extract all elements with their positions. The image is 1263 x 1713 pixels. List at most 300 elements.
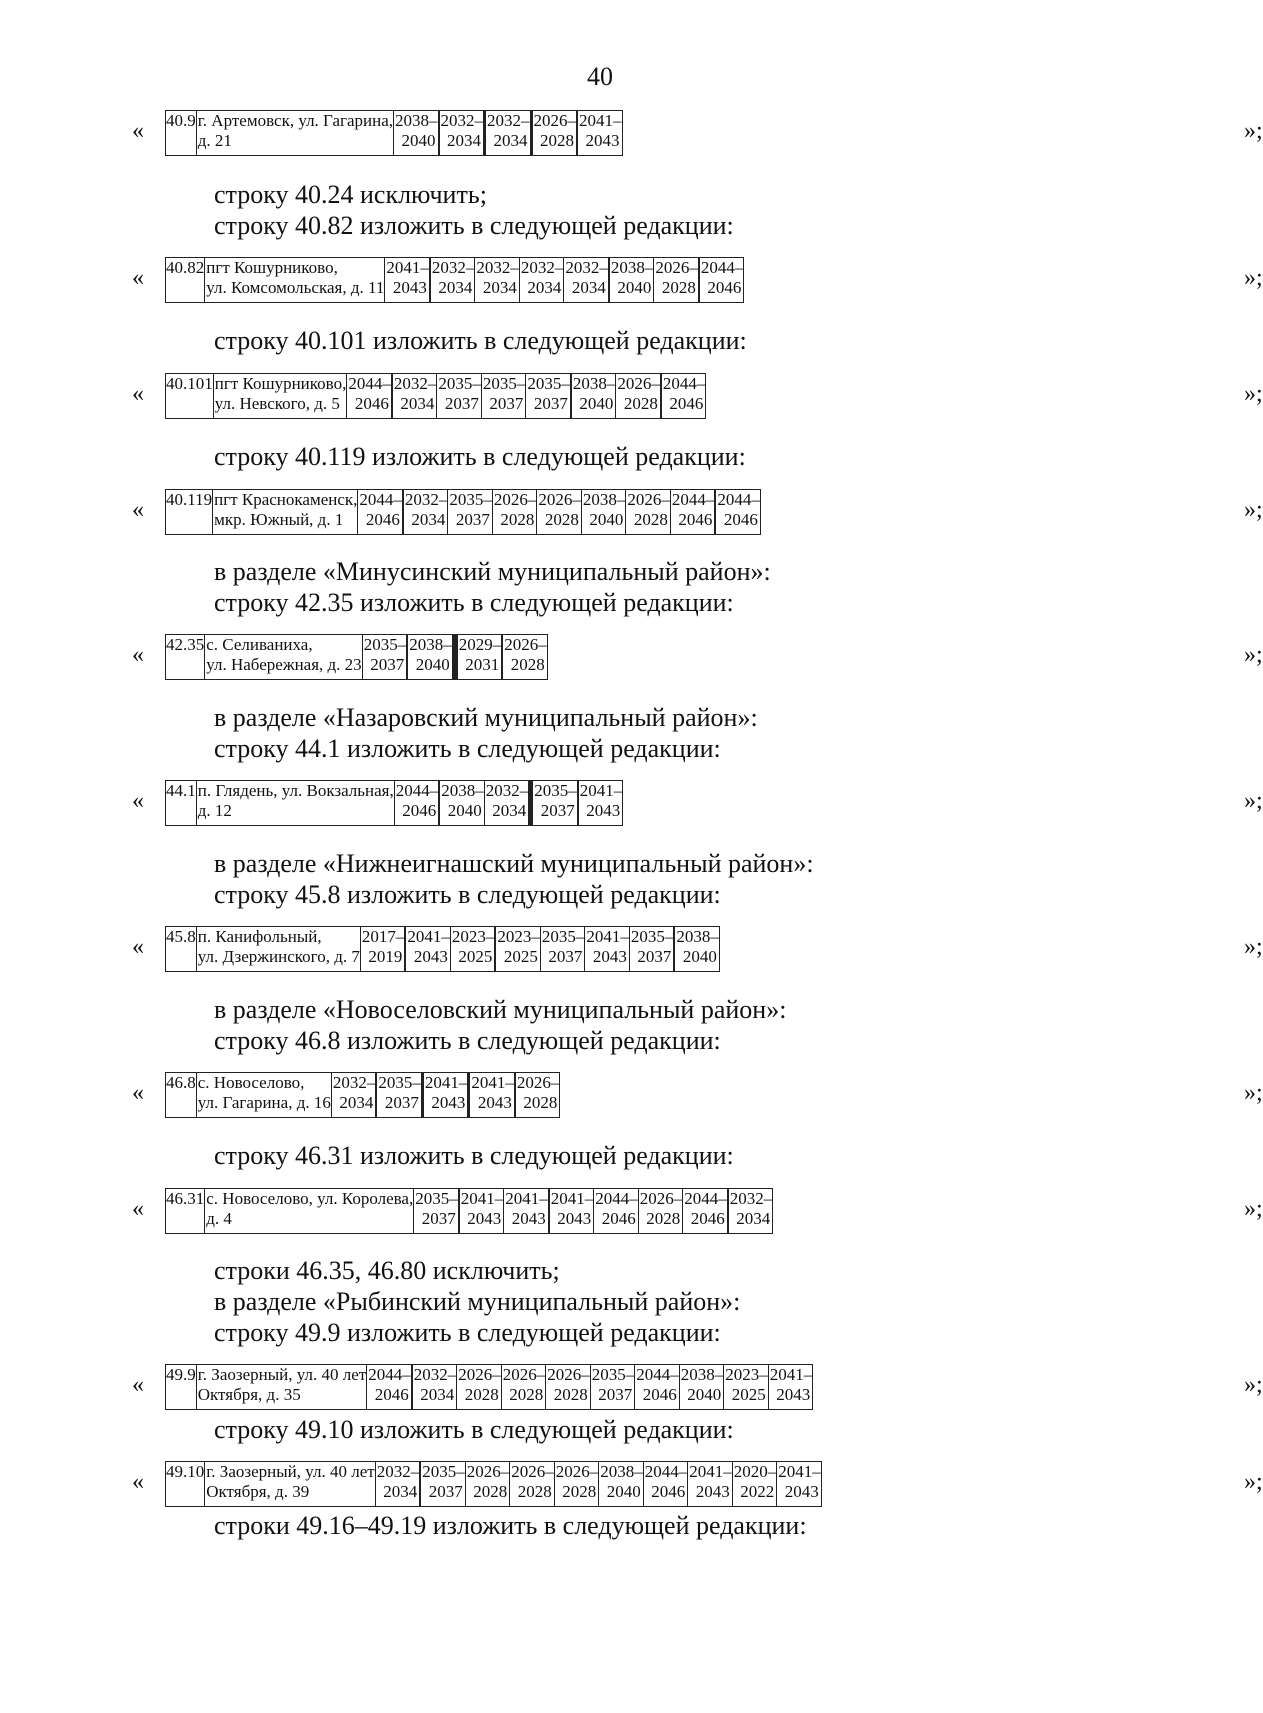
year-range-cell <box>496 927 541 972</box>
close-quote: »; <box>1244 1196 1263 1222</box>
year-range-cell <box>457 635 502 680</box>
year-end: 2028 <box>633 510 668 529</box>
close-quote: »; <box>1244 497 1263 523</box>
year-range-cell <box>392 374 437 419</box>
year-end: 2046 <box>723 510 758 529</box>
year-start: 2032– <box>332 1073 376 1092</box>
year-end: 2046 <box>678 510 713 529</box>
instruction-text: строку 40.101 изложить в следующей редакции: <box>214 326 747 355</box>
instruction-text: строку 46.8 изложить в следующей редакции: <box>214 1026 721 1055</box>
instruction-text: строку 49.10 изложить в следующей редакции: <box>214 1415 734 1444</box>
address-line: ул. Дзержинского, д. 7 <box>197 947 360 966</box>
year-start: 2035– <box>541 927 585 946</box>
instruction-text: строку 49.9 изложить в следующей редакции: <box>214 1318 721 1347</box>
year-range-cell <box>549 1189 594 1234</box>
year-range-cell <box>768 1365 813 1410</box>
year-start: 2026– <box>458 1365 501 1384</box>
year-start: 2035– <box>378 1073 421 1092</box>
year-end: 2025 <box>458 947 493 966</box>
open-quote: « <box>132 1196 144 1222</box>
address-cell <box>213 490 358 535</box>
year-start: 2032– <box>487 111 530 130</box>
year-end: 2046 <box>402 801 437 820</box>
close-quote: »; <box>1244 118 1263 144</box>
year-start: 2041– <box>460 1189 504 1208</box>
year-end: 2028 <box>473 1482 508 1501</box>
year-start: 2041– <box>689 1462 732 1481</box>
year-start: 2044– <box>359 490 402 509</box>
year-start: 2032– <box>440 111 484 130</box>
year-end: 2043 <box>413 947 448 966</box>
year-range-cell <box>688 1462 733 1507</box>
year-end: 2034 <box>492 801 527 820</box>
year-start: 2032– <box>520 258 564 277</box>
year-end: 2025 <box>503 947 538 966</box>
year-end: 2034 <box>482 278 517 297</box>
open-quote: « <box>132 265 144 291</box>
row-number: 46.8 <box>166 1073 197 1118</box>
table-row <box>166 927 720 972</box>
instruction-text: строку 45.8 изложить в следующей редакции: <box>214 880 721 909</box>
year-range-cell <box>385 258 430 303</box>
row-number: 44.1 <box>166 781 197 826</box>
year-start: 2041– <box>579 781 623 800</box>
year-end: 2019 <box>368 947 403 966</box>
year-start: 2035– <box>630 927 674 946</box>
year-start: 2032– <box>485 781 529 800</box>
year-range-cell <box>590 1365 635 1410</box>
year-end: 2040 <box>682 947 717 966</box>
year-end: 2046 <box>642 1385 677 1404</box>
year-end: 2037 <box>444 394 479 413</box>
year-range-cell <box>519 258 564 303</box>
row-table <box>165 1072 560 1118</box>
row-table <box>165 257 744 303</box>
address-line: д. 4 <box>206 1209 232 1228</box>
year-range-cell <box>501 1365 546 1410</box>
year-end: 2034 <box>736 1209 771 1228</box>
year-start: 2035– <box>363 635 407 654</box>
year-range-cell <box>626 490 671 535</box>
year-range-cell <box>492 490 537 535</box>
year-range-cell <box>609 258 654 303</box>
year-start: 2044– <box>636 1365 679 1384</box>
year-range-cell <box>394 111 439 156</box>
open-quote: « <box>132 1080 144 1106</box>
year-end: 2040 <box>415 655 450 674</box>
year-range-cell <box>362 635 407 680</box>
year-end: 2037 <box>540 801 575 820</box>
year-range-cell <box>450 927 495 972</box>
year-range-cell <box>699 258 744 303</box>
year-end: 2028 <box>661 278 696 297</box>
year-range-cell <box>578 111 623 156</box>
instruction-text: в разделе «Новоселовский муниципальный район»: <box>214 995 787 1024</box>
year-range-cell <box>475 258 520 303</box>
year-range-cell <box>638 1189 683 1234</box>
year-end: 2040 <box>617 278 652 297</box>
year-range-cell <box>724 1365 769 1410</box>
table-row <box>166 1365 813 1410</box>
year-range-cell <box>423 1073 468 1118</box>
year-range-cell <box>526 374 571 419</box>
year-start: 2044– <box>671 490 715 509</box>
address-cell <box>196 781 394 826</box>
year-start: 2026– <box>466 1462 510 1481</box>
address-line: г. Заозерный, ул. 40 лет <box>206 1462 375 1481</box>
year-start: 2035– <box>527 374 570 393</box>
year-end: 2034 <box>383 1482 418 1501</box>
address-line: пгт Краснокаменск, <box>214 490 358 509</box>
year-range-cell <box>430 258 475 303</box>
year-range-cell <box>661 374 706 419</box>
year-start: 2038– <box>441 781 484 800</box>
year-end: 2043 <box>585 131 620 150</box>
instruction-text: строки 46.35, 46.80 исключить; <box>214 1256 560 1285</box>
address-line: мкр. Южный, д. 1 <box>214 510 344 529</box>
year-end: 2043 <box>784 1482 819 1501</box>
year-end: 2034 <box>339 1093 374 1112</box>
year-range-cell <box>440 781 485 826</box>
year-start: 2026– <box>547 1365 590 1384</box>
address-cell <box>205 1189 414 1234</box>
year-start: 2035– <box>415 1189 458 1208</box>
year-start: 2029– <box>458 635 502 654</box>
open-quote: « <box>132 1469 144 1495</box>
year-end: 2028 <box>510 655 545 674</box>
year-start: 2041– <box>505 1189 548 1208</box>
row-number: 40.119 <box>166 490 213 535</box>
year-end: 2034 <box>400 394 435 413</box>
year-end: 2034 <box>420 1385 455 1404</box>
year-end: 2028 <box>517 1482 552 1501</box>
year-end: 2043 <box>557 1209 592 1228</box>
year-range-cell <box>599 1462 644 1507</box>
year-start: 2044– <box>662 374 706 393</box>
open-quote: « <box>132 642 144 668</box>
year-end: 2034 <box>571 278 606 297</box>
row-number: 49.10 <box>166 1462 205 1507</box>
year-range-cell <box>360 927 405 972</box>
year-range-cell <box>503 635 548 680</box>
year-end: 2028 <box>540 131 575 150</box>
year-end: 2031 <box>465 655 500 674</box>
year-end: 2040 <box>447 801 482 820</box>
year-end: 2028 <box>623 394 658 413</box>
year-end: 2037 <box>533 394 568 413</box>
year-end: 2043 <box>431 1093 466 1112</box>
year-start: 2032– <box>404 490 448 509</box>
instruction-text: в разделе «Рыбинский муниципальный район»: <box>214 1287 741 1316</box>
year-range-cell <box>532 111 577 156</box>
year-range-cell <box>716 490 761 535</box>
year-start: 2038– <box>572 374 616 393</box>
address-cell <box>196 1073 331 1118</box>
open-quote: « <box>132 788 144 814</box>
instruction-text: строку 40.82 изложить в следующей редакции: <box>214 211 734 240</box>
close-quote: »; <box>1244 934 1263 960</box>
year-start: 2035– <box>534 781 577 800</box>
address-cell <box>205 635 362 680</box>
year-start: 2044– <box>717 490 760 509</box>
year-end: 2034 <box>438 278 473 297</box>
year-end: 2046 <box>651 1482 686 1501</box>
year-range-cell <box>546 1365 591 1410</box>
year-start: 2023– <box>451 927 495 946</box>
year-start: 2035– <box>422 1462 465 1481</box>
year-end: 2028 <box>523 1093 558 1112</box>
open-quote: « <box>132 118 144 144</box>
year-start: 2026– <box>502 1365 546 1384</box>
address-line: с. Новоселово, <box>197 1073 305 1092</box>
year-range-cell <box>635 1365 680 1410</box>
table-row <box>166 781 623 826</box>
page-number: 40 <box>587 62 613 91</box>
table-row <box>166 1189 773 1234</box>
year-range-cell <box>670 490 715 535</box>
year-end: 2037 <box>370 655 405 674</box>
year-range-cell <box>408 635 453 680</box>
year-start: 2041– <box>550 1189 594 1208</box>
year-range-cell <box>377 1073 422 1118</box>
year-end: 2040 <box>589 510 624 529</box>
year-range-cell <box>571 374 616 419</box>
year-range-cell <box>616 374 661 419</box>
year-start: 2032– <box>431 258 475 277</box>
year-start: 2041– <box>407 927 450 946</box>
year-range-cell <box>406 927 451 972</box>
year-start: 2032– <box>376 1462 420 1481</box>
year-end: 2028 <box>562 1482 597 1501</box>
row-table <box>165 110 623 156</box>
year-end: 2040 <box>401 131 436 150</box>
year-range-cell <box>421 1462 466 1507</box>
year-start: 2035– <box>482 374 526 393</box>
table-row <box>166 111 623 156</box>
year-range-cell <box>375 1462 420 1507</box>
year-end: 2046 <box>374 1385 409 1404</box>
year-start: 2038– <box>409 635 452 654</box>
address-line: пгт Кошурниково, <box>206 258 338 277</box>
year-end: 2046 <box>669 394 704 413</box>
address-cell <box>205 1462 375 1507</box>
close-quote: »; <box>1244 1080 1263 1106</box>
year-end: 2022 <box>740 1482 775 1501</box>
year-range-cell <box>728 1189 773 1234</box>
year-range-cell <box>457 1365 502 1410</box>
table-row <box>166 258 744 303</box>
year-end: 2034 <box>527 278 562 297</box>
year-start: 2032– <box>393 374 437 393</box>
year-start: 2038– <box>395 111 438 130</box>
year-range-cell <box>459 1189 504 1234</box>
year-range-cell <box>675 927 720 972</box>
address-cell <box>205 258 385 303</box>
address-line: Октября, д. 39 <box>206 1482 310 1501</box>
year-start: 2032– <box>565 258 608 277</box>
year-range-cell <box>486 111 531 156</box>
year-range-cell <box>540 927 585 972</box>
address-line: ул. Комсомольская, д. 11 <box>206 278 385 297</box>
year-start: 2044– <box>348 374 391 393</box>
year-start: 2023– <box>725 1365 768 1384</box>
year-end: 2046 <box>354 394 389 413</box>
year-start: 2038– <box>610 258 654 277</box>
address-cell <box>196 111 393 156</box>
table-row <box>166 1462 822 1507</box>
year-end: 2034 <box>411 510 446 529</box>
year-start: 2026– <box>504 635 547 654</box>
year-end: 2043 <box>776 1385 811 1404</box>
address-line: с. Селиваниха, <box>206 635 313 654</box>
year-start: 2041– <box>579 111 622 130</box>
year-start: 2041– <box>769 1365 813 1384</box>
year-start: 2035– <box>449 490 492 509</box>
year-end: 2028 <box>464 1385 499 1404</box>
year-range-cell <box>403 490 448 535</box>
instruction-text: строки 49.16–49.19 изложить в следующей редакции: <box>214 1511 807 1540</box>
close-quote: »; <box>1244 265 1263 291</box>
open-quote: « <box>132 497 144 523</box>
year-range-cell <box>448 490 493 535</box>
year-end: 2028 <box>500 510 535 529</box>
close-quote: »; <box>1244 788 1263 814</box>
year-start: 2044– <box>395 781 439 800</box>
year-start: 2032– <box>476 258 519 277</box>
table-row <box>166 635 548 680</box>
year-end: 2037 <box>637 947 672 966</box>
address-cell <box>196 927 360 972</box>
instruction-text: строку 46.31 изложить в следующей редакции: <box>214 1141 734 1170</box>
year-start: 2038– <box>676 927 719 946</box>
year-end: 2040 <box>606 1482 641 1501</box>
year-end: 2028 <box>509 1385 544 1404</box>
table-row <box>166 1073 560 1118</box>
year-end: 2043 <box>695 1482 730 1501</box>
row-table <box>165 926 720 972</box>
year-start: 2020– <box>733 1462 777 1481</box>
instruction-text: в разделе «Нижнеигнашский муниципальный район»: <box>214 849 814 878</box>
year-start: 2041– <box>471 1073 514 1092</box>
address-line: г. Артемовск, ул. Гагарина, <box>197 111 394 130</box>
year-start: 2044– <box>684 1189 727 1208</box>
year-end: 2043 <box>511 1209 546 1228</box>
year-start: 2026– <box>639 1189 683 1208</box>
year-start: 2032– <box>413 1365 457 1384</box>
year-start: 2026– <box>511 1462 554 1481</box>
year-start: 2041– <box>424 1073 468 1092</box>
year-end: 2034 <box>493 131 528 150</box>
year-end: 2037 <box>384 1093 419 1112</box>
open-quote: « <box>132 1372 144 1398</box>
year-range-cell <box>585 927 630 972</box>
year-range-cell <box>643 1462 688 1507</box>
address-line: ул. Набережная, д. 23 <box>206 655 362 674</box>
address-cell <box>196 1365 366 1410</box>
address-line: п. Глядень, ул. Вокзальная, <box>197 781 394 800</box>
year-range-cell <box>439 111 484 156</box>
year-start: 2041– <box>586 927 629 946</box>
address-line: Октября, д. 35 <box>197 1385 301 1404</box>
year-start: 2044– <box>700 258 744 277</box>
instruction-text: строку 42.35 изложить в следующей редакции: <box>214 588 734 617</box>
row-table <box>165 634 548 680</box>
year-end: 2037 <box>455 510 490 529</box>
row-number: 46.31 <box>166 1189 205 1234</box>
year-range-cell <box>777 1462 822 1507</box>
year-end: 2046 <box>365 510 400 529</box>
year-range-cell <box>564 258 609 303</box>
open-quote: « <box>132 934 144 960</box>
address-line: ул. Невского, д. 5 <box>214 394 340 413</box>
year-end: 2037 <box>598 1385 633 1404</box>
year-start: 2026– <box>655 258 698 277</box>
row-table <box>165 1461 822 1507</box>
row-number: 40.82 <box>166 258 205 303</box>
year-range-cell <box>629 927 674 972</box>
year-end: 2040 <box>687 1385 722 1404</box>
row-table <box>165 489 761 535</box>
row-number: 49.9 <box>166 1365 197 1410</box>
year-start: 2035– <box>438 374 481 393</box>
instruction-text: строку 40.119 изложить в следующей редакции: <box>214 442 746 471</box>
close-quote: »; <box>1244 1372 1263 1398</box>
year-range-cell <box>412 1365 457 1410</box>
year-range-cell <box>679 1365 724 1410</box>
year-start: 2026– <box>493 490 537 509</box>
year-end: 2037 <box>421 1209 456 1228</box>
year-end: 2037 <box>489 394 524 413</box>
year-range-cell <box>732 1462 777 1507</box>
year-start: 2023– <box>497 927 540 946</box>
address-line: пгт Кошурниково, <box>214 374 347 393</box>
year-range-cell <box>654 258 699 303</box>
year-start: 2026– <box>538 490 581 509</box>
open-quote: « <box>132 381 144 407</box>
year-end: 2043 <box>467 1209 502 1228</box>
year-range-cell <box>510 1462 555 1507</box>
year-start: 2038– <box>600 1462 643 1481</box>
year-start: 2026– <box>617 374 660 393</box>
address-line: п. Канифольный, <box>197 927 322 946</box>
year-end: 2037 <box>428 1482 463 1501</box>
year-start: 2026– <box>555 1462 599 1481</box>
row-number: 40.9 <box>166 111 197 156</box>
year-end: 2034 <box>447 131 482 150</box>
row-number: 40.101 <box>166 374 214 419</box>
year-end: 2025 <box>731 1385 766 1404</box>
row-table <box>165 1188 773 1234</box>
close-quote: »; <box>1244 1469 1263 1495</box>
year-end: 2028 <box>646 1209 681 1228</box>
table-row <box>166 490 761 535</box>
year-range-cell <box>537 490 582 535</box>
year-start: 2044– <box>595 1189 638 1208</box>
year-range-cell <box>414 1189 459 1234</box>
instruction-text: в разделе «Назаровский муниципальный район»: <box>214 703 758 732</box>
year-range-cell <box>594 1189 639 1234</box>
year-end: 2046 <box>707 278 742 297</box>
year-range-cell <box>481 374 526 419</box>
row-table <box>165 1364 813 1410</box>
year-start: 2017– <box>361 927 405 946</box>
address-line: д. 21 <box>197 131 232 150</box>
year-range-cell <box>578 781 623 826</box>
year-start: 2032– <box>729 1189 773 1208</box>
year-end: 2043 <box>586 801 621 820</box>
year-range-cell <box>581 490 626 535</box>
year-start: 2038– <box>680 1365 724 1384</box>
